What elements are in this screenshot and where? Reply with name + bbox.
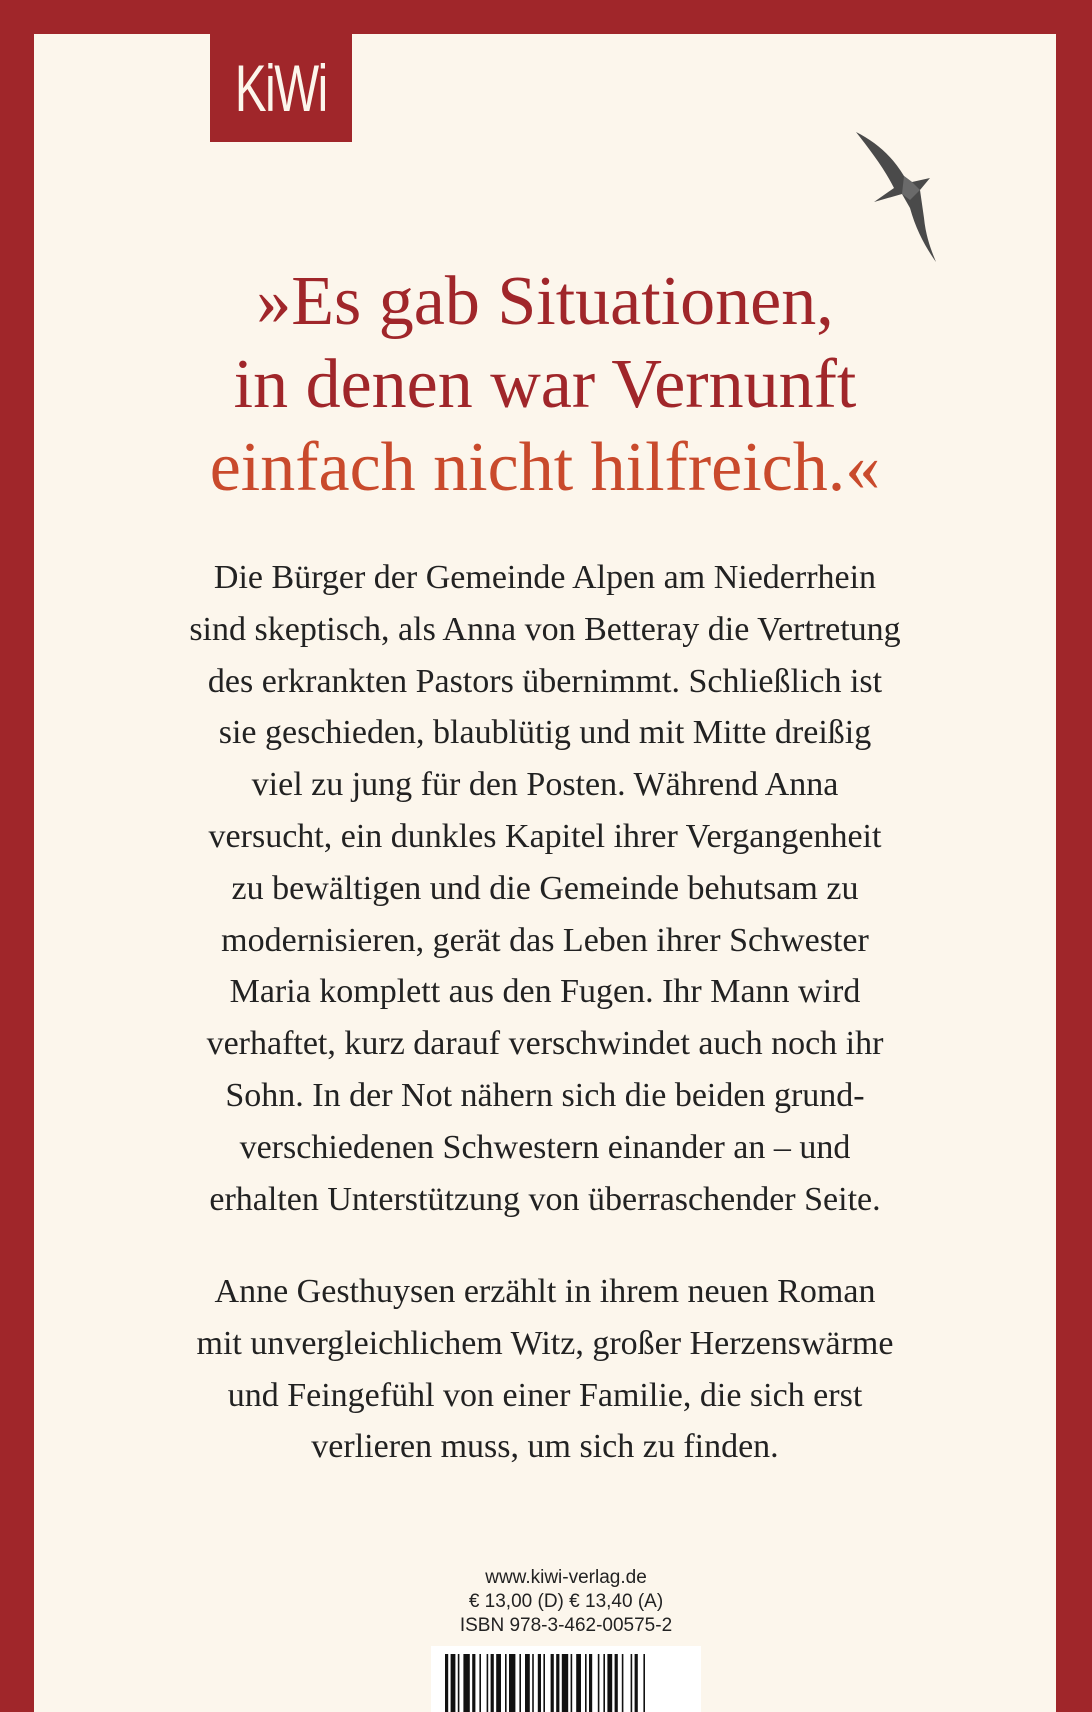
blurb-line: Die Bürger der Gemeinde Alpen am Niederrhein — [213, 559, 877, 596]
headline-quote — [34, 260, 1056, 509]
logo-text: KiWi — [235, 51, 327, 125]
blurb-line: modernisieren, gerät das Leben ihrer Schwester — [221, 921, 869, 959]
quote-line-1: »Es gab Situationen, — [256, 263, 834, 340]
blurb-line: des erkrankten Pastors übernimmt. Schließlich ist — [207, 662, 883, 700]
quote-line-2: in denen war Vernunft — [233, 346, 857, 423]
website-text: www.kiwi-verlag.de — [485, 1567, 647, 1588]
blurb-line: Maria komplett aus den Fugen. Ihr Mann wird — [229, 973, 861, 1011]
blurb-line: mit unvergleichlichem Witz, großer Herzenswärme — [196, 1324, 894, 1362]
blurb-line: verschiedenen Schwestern einander an – und — [239, 1128, 851, 1166]
blurb-line: viel zu jung für den Posten. Während Anna — [251, 766, 839, 804]
blurb-line: verhaftet, kurz darauf verschwindet auch noch ihr — [206, 1025, 884, 1063]
blurb-line: Sohn. In der Not nähern sich die beiden grund- — [225, 1076, 865, 1114]
blurb-line: Anne Gesthuysen erzählt in ihrem neuen Roman — [214, 1273, 876, 1310]
barcode-area — [431, 1646, 701, 1712]
blurb-line: sind skeptisch, als Anna von Betteray die Vertretung — [189, 610, 901, 648]
barcode-icon — [431, 1646, 701, 1712]
blurb-line: zu bewältigen und die Gemeinde behutsam zu — [231, 869, 859, 907]
publisher-info — [446, 1566, 686, 1638]
quote-line-3: einfach nicht hilfreich.« — [209, 429, 881, 506]
price-text: € 13,00 (D) € 13,40 (A) — [468, 1591, 664, 1612]
blurb-line: verlieren muss, um sich zu finden. — [311, 1428, 779, 1466]
back-cover-panel — [34, 34, 1056, 1712]
blurb-line: und Feingefühl von einer Familie, die sich erst — [227, 1376, 863, 1414]
blurb-line: sie geschieden, blaublütig und mit Mitte dreißig — [218, 714, 872, 752]
kiwi-logo — [210, 34, 352, 142]
blurb-paragraph-1 — [34, 552, 1056, 1225]
isbn-text: ISBN 978-3-462-00575-2 — [459, 1615, 673, 1636]
blurb-paragraph-2 — [34, 1266, 1056, 1473]
blurb-line: versucht, ein dunkles Kapitel ihrer Vergangenheit — [208, 817, 882, 855]
blurb-line: erhalten Unterstützung von überraschender Seite. — [209, 1180, 881, 1218]
swift-bird-icon — [854, 130, 944, 264]
